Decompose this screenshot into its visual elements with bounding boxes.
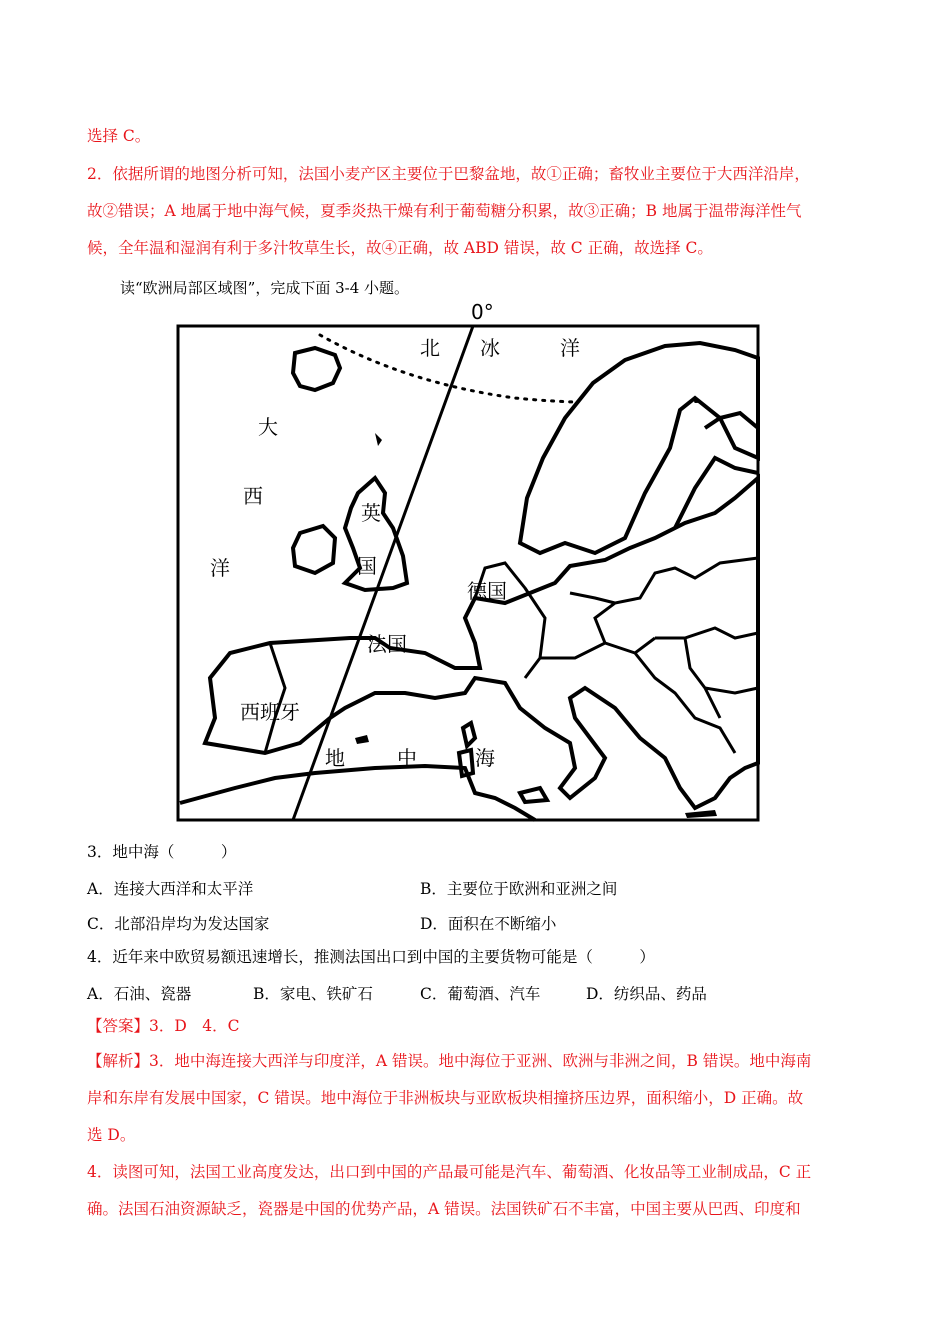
analysis-tag: 【解析】 — [87, 1052, 150, 1070]
label-di: 地 — [325, 746, 345, 770]
answer-tail-line: 选择 C。 — [87, 127, 151, 145]
sicily — [520, 788, 547, 802]
label-yang-north: 洋 — [560, 336, 580, 360]
meridian-label: 0° — [471, 300, 494, 324]
map-intro-text: 读“欧洲局部区域图”，完成下面 3-4 小题。 — [120, 279, 410, 297]
q2-analysis-line-3: 候，全年温和湿润有利于多汁牧草生长，故④正确，故 ABD 错误，故 C 正确，故选择 C。 — [87, 239, 713, 257]
answer-tag: 【答案】 — [87, 1017, 150, 1035]
label-zhong: 中 — [397, 746, 417, 770]
q4-option-d: D．纺织品、药品 — [586, 985, 707, 1003]
analysis-line-1 — [87, 1051, 811, 1071]
q2-analysis-line-2: 故②错误；A 地属于地中海气候，夏季炎热干燥有利于葡萄糖分积累，故③正确；B 地属于温带海洋性气 — [87, 202, 802, 220]
analysis-line-2: 岸和东岸有发展中国家，C 错误。地中海位于非洲板块与亚欧板块相撞挤压边界，面积缩小，D 正确。故 — [87, 1089, 804, 1107]
label-xi: 西 — [243, 484, 263, 508]
label-bing: 冰 — [480, 336, 500, 360]
label-ying: 英 — [361, 501, 381, 525]
iceland — [293, 348, 340, 390]
answer-line — [87, 1016, 240, 1036]
label-spain: 西班牙 — [240, 700, 300, 724]
q4-option-b: B．家电、铁矿石 — [253, 985, 373, 1003]
q3-option-b: B．主要位于欧洲和亚洲之间 — [420, 880, 618, 898]
label-hai: 海 — [475, 746, 495, 770]
analysis-text-1: 3．地中海连接大西洋与印度洋，A 错误。地中海位于亚洲、欧洲与非洲之间，B 错误。地中海南 — [149, 1052, 812, 1070]
q3-stem: 3．地中海（ ） — [87, 843, 237, 861]
label-guo-uk: 国 — [357, 554, 377, 578]
corsica — [463, 723, 475, 746]
q3-option-c: C．北部沿岸均为发达国家 — [87, 915, 270, 933]
analysis-line-4: 4．读图可知，法国工业高度发达，出口到中国的产品最可能是汽车、葡萄酒、化妆品等工业制成品，C 正 — [87, 1163, 812, 1181]
analysis-line-3: 选 D。 — [87, 1126, 136, 1144]
europe-map — [175, 298, 765, 828]
label-yang-west: 洋 — [210, 556, 230, 580]
answer-text: 3．D 4．C — [149, 1017, 240, 1035]
q2-analysis-line-1: 2．依据所谓的地图分析可知，法国小麦产区主要位于巴黎盆地，故①正确；畜牧业主要位于大西洋沿岸， — [87, 165, 810, 183]
q4-stem: 4．近年来中欧贸易额迅速增长，推测法国出口到中国的主要货物可能是（ ） — [87, 948, 655, 966]
label-bei: 北 — [420, 336, 440, 360]
label-france: 法国 — [367, 632, 407, 656]
label-germany: 德国 — [467, 579, 507, 603]
label-da: 大 — [258, 415, 278, 439]
ireland — [293, 526, 335, 573]
analysis-line-5: 确。法国石油资源缺乏，瓷器是中国的优势产品，A 错误。法国铁矿石不丰富，中国主要从巴西、印度和 — [87, 1200, 801, 1218]
q3-option-a: A．连接大西洋和太平洋 — [87, 880, 254, 898]
q3-option-d: D．面积在不断缩小 — [420, 915, 557, 933]
q4-option-a: A．石油、瓷器 — [87, 985, 192, 1003]
q4-option-c: C．葡萄酒、汽车 — [420, 985, 541, 1003]
